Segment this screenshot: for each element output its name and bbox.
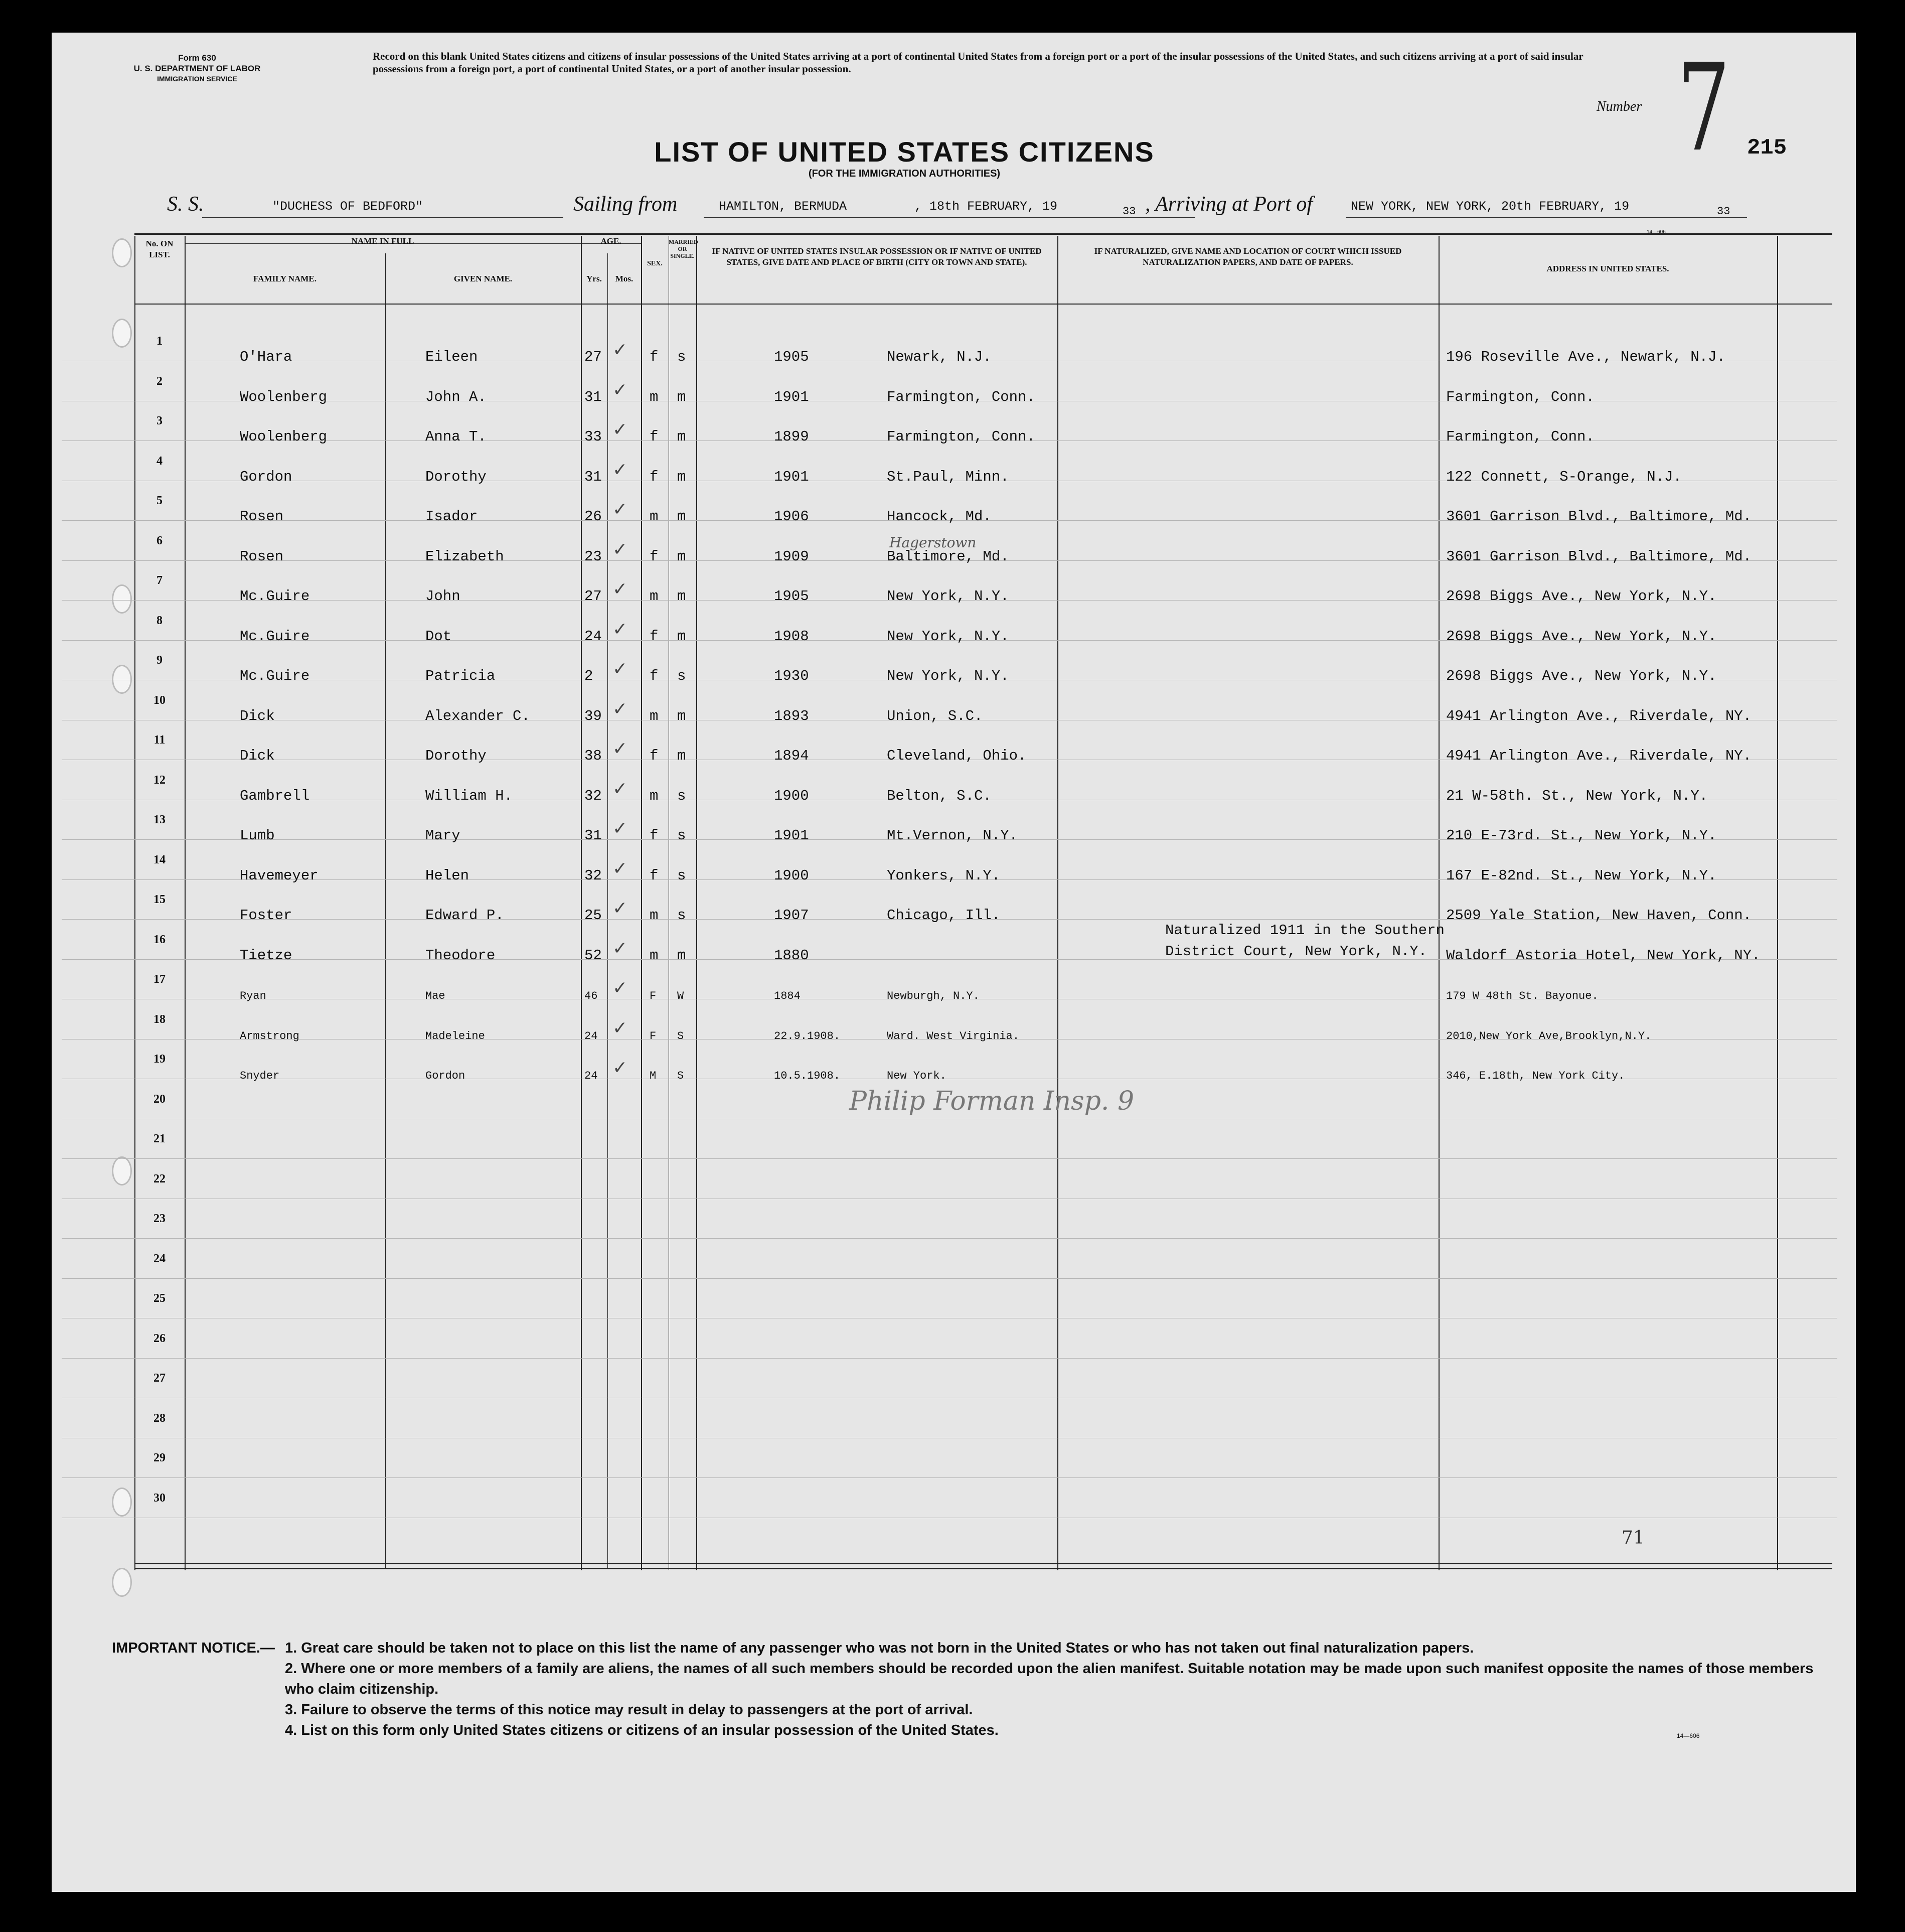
birth-place: Union, S.C. [887, 707, 983, 724]
row-number: 9 [156, 654, 163, 667]
birth-date: 1906 [774, 508, 809, 525]
birth-place: New York, N.Y. [887, 588, 1009, 605]
col-header-name-group: NAME IN FULL [351, 236, 414, 246]
sex: f [650, 349, 659, 365]
sex: f [650, 748, 659, 764]
sex: m [650, 388, 659, 405]
sex: f [650, 668, 659, 684]
sex: f [650, 628, 659, 645]
sailing-port: HAMILTON, BERMUDA [719, 199, 847, 214]
checkmark-icon: ✓ [612, 379, 628, 400]
given-name: Theodore [425, 947, 496, 964]
given-name: Mae [425, 990, 445, 1002]
number-label: Number [1597, 99, 1642, 114]
punch-hole [112, 584, 132, 614]
family-name: Dick [240, 748, 275, 764]
row-number: 30 [153, 1491, 166, 1505]
checkmark-icon: ✓ [612, 818, 628, 839]
sex: M [650, 1070, 657, 1082]
birth-place: Yonkers, N.Y. [887, 867, 1001, 884]
punch-hole [112, 1156, 132, 1185]
notice-lead: IMPORTANT NOTICE.— [112, 1640, 275, 1656]
row-number: 11 [153, 733, 166, 747]
sex: F [650, 990, 657, 1002]
row-rule [62, 1278, 1837, 1279]
family-name: Foster [240, 907, 292, 924]
checkmark-icon: ✓ [612, 340, 628, 360]
given-name: Madeleine [425, 1029, 485, 1043]
row-number: 18 [153, 1012, 166, 1026]
ship-name: "DUCHESS OF BEDFORD" [272, 199, 423, 214]
birth-date: 1900 [774, 787, 809, 804]
col-rule [385, 253, 386, 1568]
birth-place: Belton, S.C. [887, 787, 992, 804]
row-number: 5 [156, 494, 163, 507]
row-rule [62, 1158, 1837, 1159]
arriving-year: 33 [1717, 205, 1730, 218]
row-number: 14 [153, 853, 166, 866]
arriving-underline [1346, 217, 1747, 218]
row-number: 15 [153, 893, 166, 906]
punch-hole [112, 1568, 132, 1597]
given-name: Mary [425, 827, 460, 844]
marital-status: m [677, 388, 686, 405]
sex: f [650, 428, 659, 445]
page-subtitle: (FOR THE IMMIGRATION AUTHORITIES) [808, 168, 1001, 179]
address: 3601 Garrison Blvd., Baltimore, Md. [1446, 548, 1752, 565]
age-years: 31 [584, 827, 602, 844]
sex: m [650, 907, 659, 924]
col-rule [1057, 236, 1058, 1570]
family-name: Snyder [240, 1070, 280, 1082]
notice-item: 3. Failure to observe the terms of this notice may result in delay to passengers at the port of arrival. [285, 1702, 973, 1718]
notice-item: 1. Great care should be taken not to place on this list the name of any passenger who was not born in the United States or who has not taken out final naturalization papers. [285, 1640, 1474, 1656]
given-name: John A. [425, 388, 487, 405]
inspector-signature: Philip Forman Insp. 9 [849, 1086, 1135, 1116]
marital-status: m [677, 947, 686, 964]
family-name: Armstrong [240, 1029, 299, 1043]
checkmark-icon: ✓ [612, 419, 628, 440]
row-number: 29 [153, 1451, 166, 1464]
col-rule [1777, 236, 1778, 1570]
address: Waldorf Astoria Hotel, New York, NY. [1446, 947, 1761, 964]
family-name: Gordon [240, 468, 292, 485]
checkmark-icon: ✓ [612, 1017, 628, 1038]
age-years: 31 [584, 468, 602, 485]
age-years: 39 [584, 707, 602, 724]
table-bottom-rule-2 [134, 1568, 1832, 1569]
marital-status: s [677, 349, 686, 365]
row-number: 2 [156, 374, 163, 388]
marital-status: S [677, 1029, 684, 1043]
address: 196 Roseville Ave., Newark, N.J. [1446, 349, 1725, 365]
birth-place: Farmington, Conn. [887, 428, 1035, 445]
punch-hole [112, 319, 132, 348]
row-rule [62, 1238, 1837, 1239]
punch-hole [112, 1488, 132, 1517]
col-rule [581, 236, 582, 1570]
arriving-label: , Arriving at Port of [1145, 193, 1313, 216]
address: 4941 Arlington Ave., Riverdale, NY. [1446, 707, 1752, 724]
marital-status: s [677, 907, 686, 924]
given-name: Anna T. [425, 428, 487, 445]
given-name: Elizabeth [425, 548, 504, 565]
checkmark-icon: ✓ [612, 858, 628, 879]
birth-date: 1893 [774, 707, 809, 724]
birth-date: 1880 [774, 947, 809, 964]
address: 3601 Garrison Blvd., Baltimore, Md. [1446, 508, 1752, 525]
family-name: Rosen [240, 508, 284, 525]
family-name: Ryan [240, 990, 266, 1002]
birth-place: Chicago, Ill. [887, 907, 1001, 924]
given-name: Alexander C. [425, 707, 530, 724]
col-header-no: No. ON LIST. [145, 239, 174, 259]
given-name: Eileen [425, 349, 478, 365]
list-number: 7 [1677, 38, 1730, 178]
table-top-rule [134, 233, 1832, 235]
birth-date: 1894 [774, 748, 809, 764]
birth-date: 1884 [774, 990, 801, 1002]
age-years: 24 [584, 1070, 598, 1082]
marital-status: m [677, 748, 686, 764]
col-rule [696, 236, 697, 1570]
given-name: Dot [425, 628, 452, 645]
department-name: U. S. DEPARTMENT OF LABOR [133, 64, 261, 73]
service-name: IMMIGRATION SERVICE [157, 75, 237, 83]
sex: f [650, 468, 659, 485]
age-years: 33 [584, 428, 602, 445]
address: 2698 Biggs Ave., New York, N.Y. [1446, 628, 1717, 645]
row-number: 25 [153, 1292, 166, 1305]
given-name: Dorothy [425, 468, 487, 485]
checkmark-icon: ✓ [612, 579, 628, 600]
naturalization-record: Naturalized 1911 in the Southern District Court, New York, N.Y. [1165, 922, 1445, 960]
checkmark-icon: ✓ [612, 778, 628, 799]
ship-underline [202, 217, 563, 218]
marital-status: m [677, 468, 686, 485]
col-header-birth: IF NATIVE OF UNITED STATES INSULAR POSSESSION OR IF NATIVE OF UNITED STATES, GIVE DATE AND PLACE OF BIRTH (CITY OR TOWN AND STATE). [712, 246, 1042, 267]
form-identifier [92, 53, 302, 84]
notice-item: 2. Where one or more members of a family are aliens, the names of all such members should be recorded upon the alien manifest. Suitable notation may be made upon such manifest opposite the names of those members who claim citizenship. [285, 1661, 1814, 1697]
row-number: 22 [153, 1172, 166, 1185]
birth-place: Farmington, Conn. [887, 388, 1035, 405]
notice-item: 4. List on this form only United States citizens or citizens of an insular possession of the United States. [285, 1722, 999, 1738]
birth-date: 1907 [774, 907, 809, 924]
row-number: 13 [153, 813, 166, 826]
row-number: 28 [153, 1411, 166, 1425]
sex: f [650, 548, 659, 565]
age-years: 38 [584, 748, 602, 764]
notice-list [285, 1638, 1840, 1741]
sailing-year: 33 [1123, 205, 1136, 218]
address: 122 Connett, S-Orange, N.J. [1446, 468, 1682, 485]
row-number: 6 [156, 534, 163, 547]
address: 210 E-73rd. St., New York, N.Y. [1446, 827, 1717, 844]
sex: m [650, 707, 659, 724]
col-header-yrs: Yrs. [586, 274, 602, 283]
checkmark-icon: ✓ [612, 898, 628, 919]
checkmark-icon: ✓ [612, 619, 628, 640]
family-name: Mc.Guire [240, 668, 310, 684]
age-years: 24 [584, 628, 602, 645]
address: 179 W 48th St. Bayonue. [1446, 990, 1599, 1002]
birth-date: 1908 [774, 628, 809, 645]
row-number: 10 [153, 693, 166, 707]
birth-date: 1900 [774, 867, 809, 884]
checkmark-icon: ✓ [612, 659, 628, 679]
birth-date: 1901 [774, 388, 809, 405]
checkmark-icon: ✓ [612, 978, 628, 998]
sex: m [650, 787, 659, 804]
record-instructions: Record on this blank United States citizens and citizens of insular possessions of the United States arriving at a port of continental United States from a foreign port or a port of the insular possessions of the United States, and such citizens arriving at a port of said insular possessions from a foreign port, a port of continental United States, or a port of another insular possession. [373, 50, 1583, 75]
form-number: Form 630 [178, 53, 216, 63]
address: Farmington, Conn. [1446, 388, 1595, 405]
address: 2509 Yale Station, New Haven, Conn. [1446, 907, 1752, 924]
checkmark-icon: ✓ [612, 499, 628, 520]
ss-label: S. S. [167, 193, 204, 216]
row-number: 21 [153, 1132, 166, 1145]
birth-date: 22.9.1908. [774, 1029, 841, 1043]
handwritten-tally: 71 [1622, 1528, 1645, 1548]
age-years: 32 [584, 867, 602, 884]
address: Farmington, Conn. [1446, 428, 1595, 445]
birth-place: Cleveland, Ohio. [887, 748, 1027, 764]
manifest-sheet [52, 33, 1856, 1892]
given-name: Patricia [425, 668, 496, 684]
row-number: 3 [156, 414, 163, 427]
birth-date: 1905 [774, 349, 809, 365]
col-rule [607, 253, 608, 1568]
row-number: 19 [153, 1053, 166, 1066]
marital-status: m [677, 707, 686, 724]
marital-status: s [677, 668, 686, 684]
birth-date: 1905 [774, 588, 809, 605]
row-number: 24 [153, 1252, 166, 1265]
printer-code-bottom: 14—606 [1677, 1732, 1700, 1739]
row-number: 1 [156, 335, 163, 348]
address: 346, E.18th, New York City. [1446, 1070, 1625, 1082]
birth-place: New York. [887, 1070, 946, 1082]
checkmark-icon: ✓ [612, 539, 628, 560]
birth-place: St.Paul, Minn. [887, 468, 1009, 485]
arriving-port: NEW YORK, NEW YORK, 20th FEBRUARY, 19 [1351, 199, 1630, 214]
birth-date: 1909 [774, 548, 809, 565]
sex: f [650, 867, 659, 884]
age-years: 46 [584, 990, 598, 1002]
row-number: 27 [153, 1372, 166, 1385]
marital-status: s [677, 787, 686, 804]
given-name: William H. [425, 787, 513, 804]
row-rule [62, 1358, 1837, 1359]
page-title: LIST OF UNITED STATES CITIZENS [654, 136, 1155, 168]
punch-hole [112, 665, 132, 694]
row-number: 16 [153, 933, 166, 946]
address: 2010,New York Ave,Brooklyn,N.Y. [1446, 1029, 1652, 1043]
row-number: 17 [153, 973, 166, 986]
col-header-marital: MARRIED OR SINGLE. [669, 238, 698, 259]
sex: m [650, 508, 659, 525]
row-number: 23 [153, 1212, 166, 1225]
checkmark-icon: ✓ [612, 459, 628, 480]
col-rule [641, 236, 642, 1570]
marital-status: m [677, 428, 686, 445]
sailing-underline [704, 217, 1195, 218]
sex: m [650, 588, 659, 605]
given-name: Edward P. [425, 907, 504, 924]
col-header-mos: Mos. [615, 274, 633, 283]
checkmark-icon: ✓ [612, 938, 628, 959]
handwritten-correction: Hagerstown [889, 534, 977, 551]
col-header-naturalized: IF NATURALIZED, GIVE NAME AND LOCATION OF COURT WHICH ISSUED NATURALIZATION PAPERS, AND DATE OF PAPERS. [1094, 246, 1402, 267]
printer-code: 14—606 [1647, 229, 1666, 235]
col-header-given: GIVEN NAME. [453, 274, 513, 283]
given-name: Isador [425, 508, 478, 525]
age-years: 26 [584, 508, 602, 525]
age-years: 23 [584, 548, 602, 565]
address: 2698 Biggs Ave., New York, N.Y. [1446, 668, 1717, 684]
marital-status: m [677, 588, 686, 605]
row-number: 8 [156, 614, 163, 627]
sex: F [650, 1029, 657, 1043]
address: 167 E-82nd. St., New York, N.Y. [1446, 867, 1717, 884]
marital-status: S [677, 1070, 684, 1082]
address: 21 W-58th. St., New York, N.Y. [1446, 787, 1708, 804]
checkmark-icon: ✓ [612, 738, 628, 759]
family-name: Lumb [240, 827, 275, 844]
sex: f [650, 827, 659, 844]
family-name: Woolenberg [240, 428, 328, 445]
birth-place: New York, N.Y. [887, 668, 1009, 684]
marital-status: s [677, 867, 686, 884]
punch-hole [112, 238, 132, 267]
marital-status: m [677, 508, 686, 525]
birth-place: Newburgh, N.Y. [887, 990, 980, 1002]
given-name: Dorothy [425, 748, 487, 764]
birth-place: Ward. West Virginia. [887, 1029, 1020, 1043]
birth-date: 1899 [774, 428, 809, 445]
family-name: Tietze [240, 947, 292, 964]
age-years: 2 [584, 668, 593, 684]
row-number: 26 [153, 1331, 166, 1345]
birth-place: Baltimore, Md. [887, 548, 1009, 565]
col-header-sex: SEX. [647, 260, 663, 267]
col-header-address: ADDRESS IN UNITED STATES. [1546, 264, 1669, 273]
family-name: Mc.Guire [240, 628, 310, 645]
marital-status: m [677, 548, 686, 565]
age-years: 25 [584, 907, 602, 924]
table-bottom-rule [134, 1563, 1832, 1564]
row-rule [62, 1477, 1837, 1478]
birth-date: 1930 [774, 668, 809, 684]
age-years: 24 [584, 1029, 598, 1043]
given-name: Helen [425, 867, 469, 884]
checkmark-icon: ✓ [612, 1058, 628, 1078]
address: 2698 Biggs Ave., New York, N.Y. [1446, 588, 1717, 605]
age-years: 27 [584, 349, 602, 365]
family-name: Rosen [240, 548, 284, 565]
row-number: 7 [156, 574, 163, 587]
row-number: 12 [153, 773, 166, 787]
age-years: 27 [584, 588, 602, 605]
birth-place: Newark, N.J. [887, 349, 992, 365]
page-number: 215 [1747, 135, 1787, 161]
row-number: 4 [156, 454, 163, 468]
family-name: Woolenberg [240, 388, 328, 405]
col-rule [185, 236, 186, 1570]
address: 4941 Arlington Ave., Riverdale, NY. [1446, 748, 1752, 764]
birth-place: Mt.Vernon, N.Y. [887, 827, 1018, 844]
age-years: 31 [584, 388, 602, 405]
given-name: Gordon [425, 1070, 465, 1082]
family-name: Dick [240, 707, 275, 724]
row-number: 20 [153, 1092, 166, 1106]
birth-date: 1901 [774, 468, 809, 485]
sailing-label: Sailing from [573, 193, 678, 216]
birth-place: New York, N.Y. [887, 628, 1009, 645]
birth-date: 10.5.1908. [774, 1070, 841, 1082]
age-years: 52 [584, 947, 602, 964]
family-name: Mc.Guire [240, 588, 310, 605]
checkmark-icon: ✓ [612, 698, 628, 719]
marital-status: W [677, 990, 684, 1002]
family-name: O'Hara [240, 349, 292, 365]
sailing-date: , 18th FEBRUARY, 19 [914, 199, 1058, 214]
given-name: John [425, 588, 460, 605]
birth-date: 1901 [774, 827, 809, 844]
col-header-family: FAMILY NAME. [253, 274, 316, 283]
col-rule [1439, 236, 1440, 1570]
marital-status: m [677, 628, 686, 645]
age-years: 32 [584, 787, 602, 804]
table-header-rule [134, 304, 1832, 305]
birth-place: Hancock, Md. [887, 508, 992, 525]
sex: m [650, 947, 659, 964]
marital-status: s [677, 827, 686, 844]
family-name: Havemeyer [240, 867, 319, 884]
family-name: Gambrell [240, 787, 310, 804]
col-header-age-group: AGE. [600, 236, 621, 246]
